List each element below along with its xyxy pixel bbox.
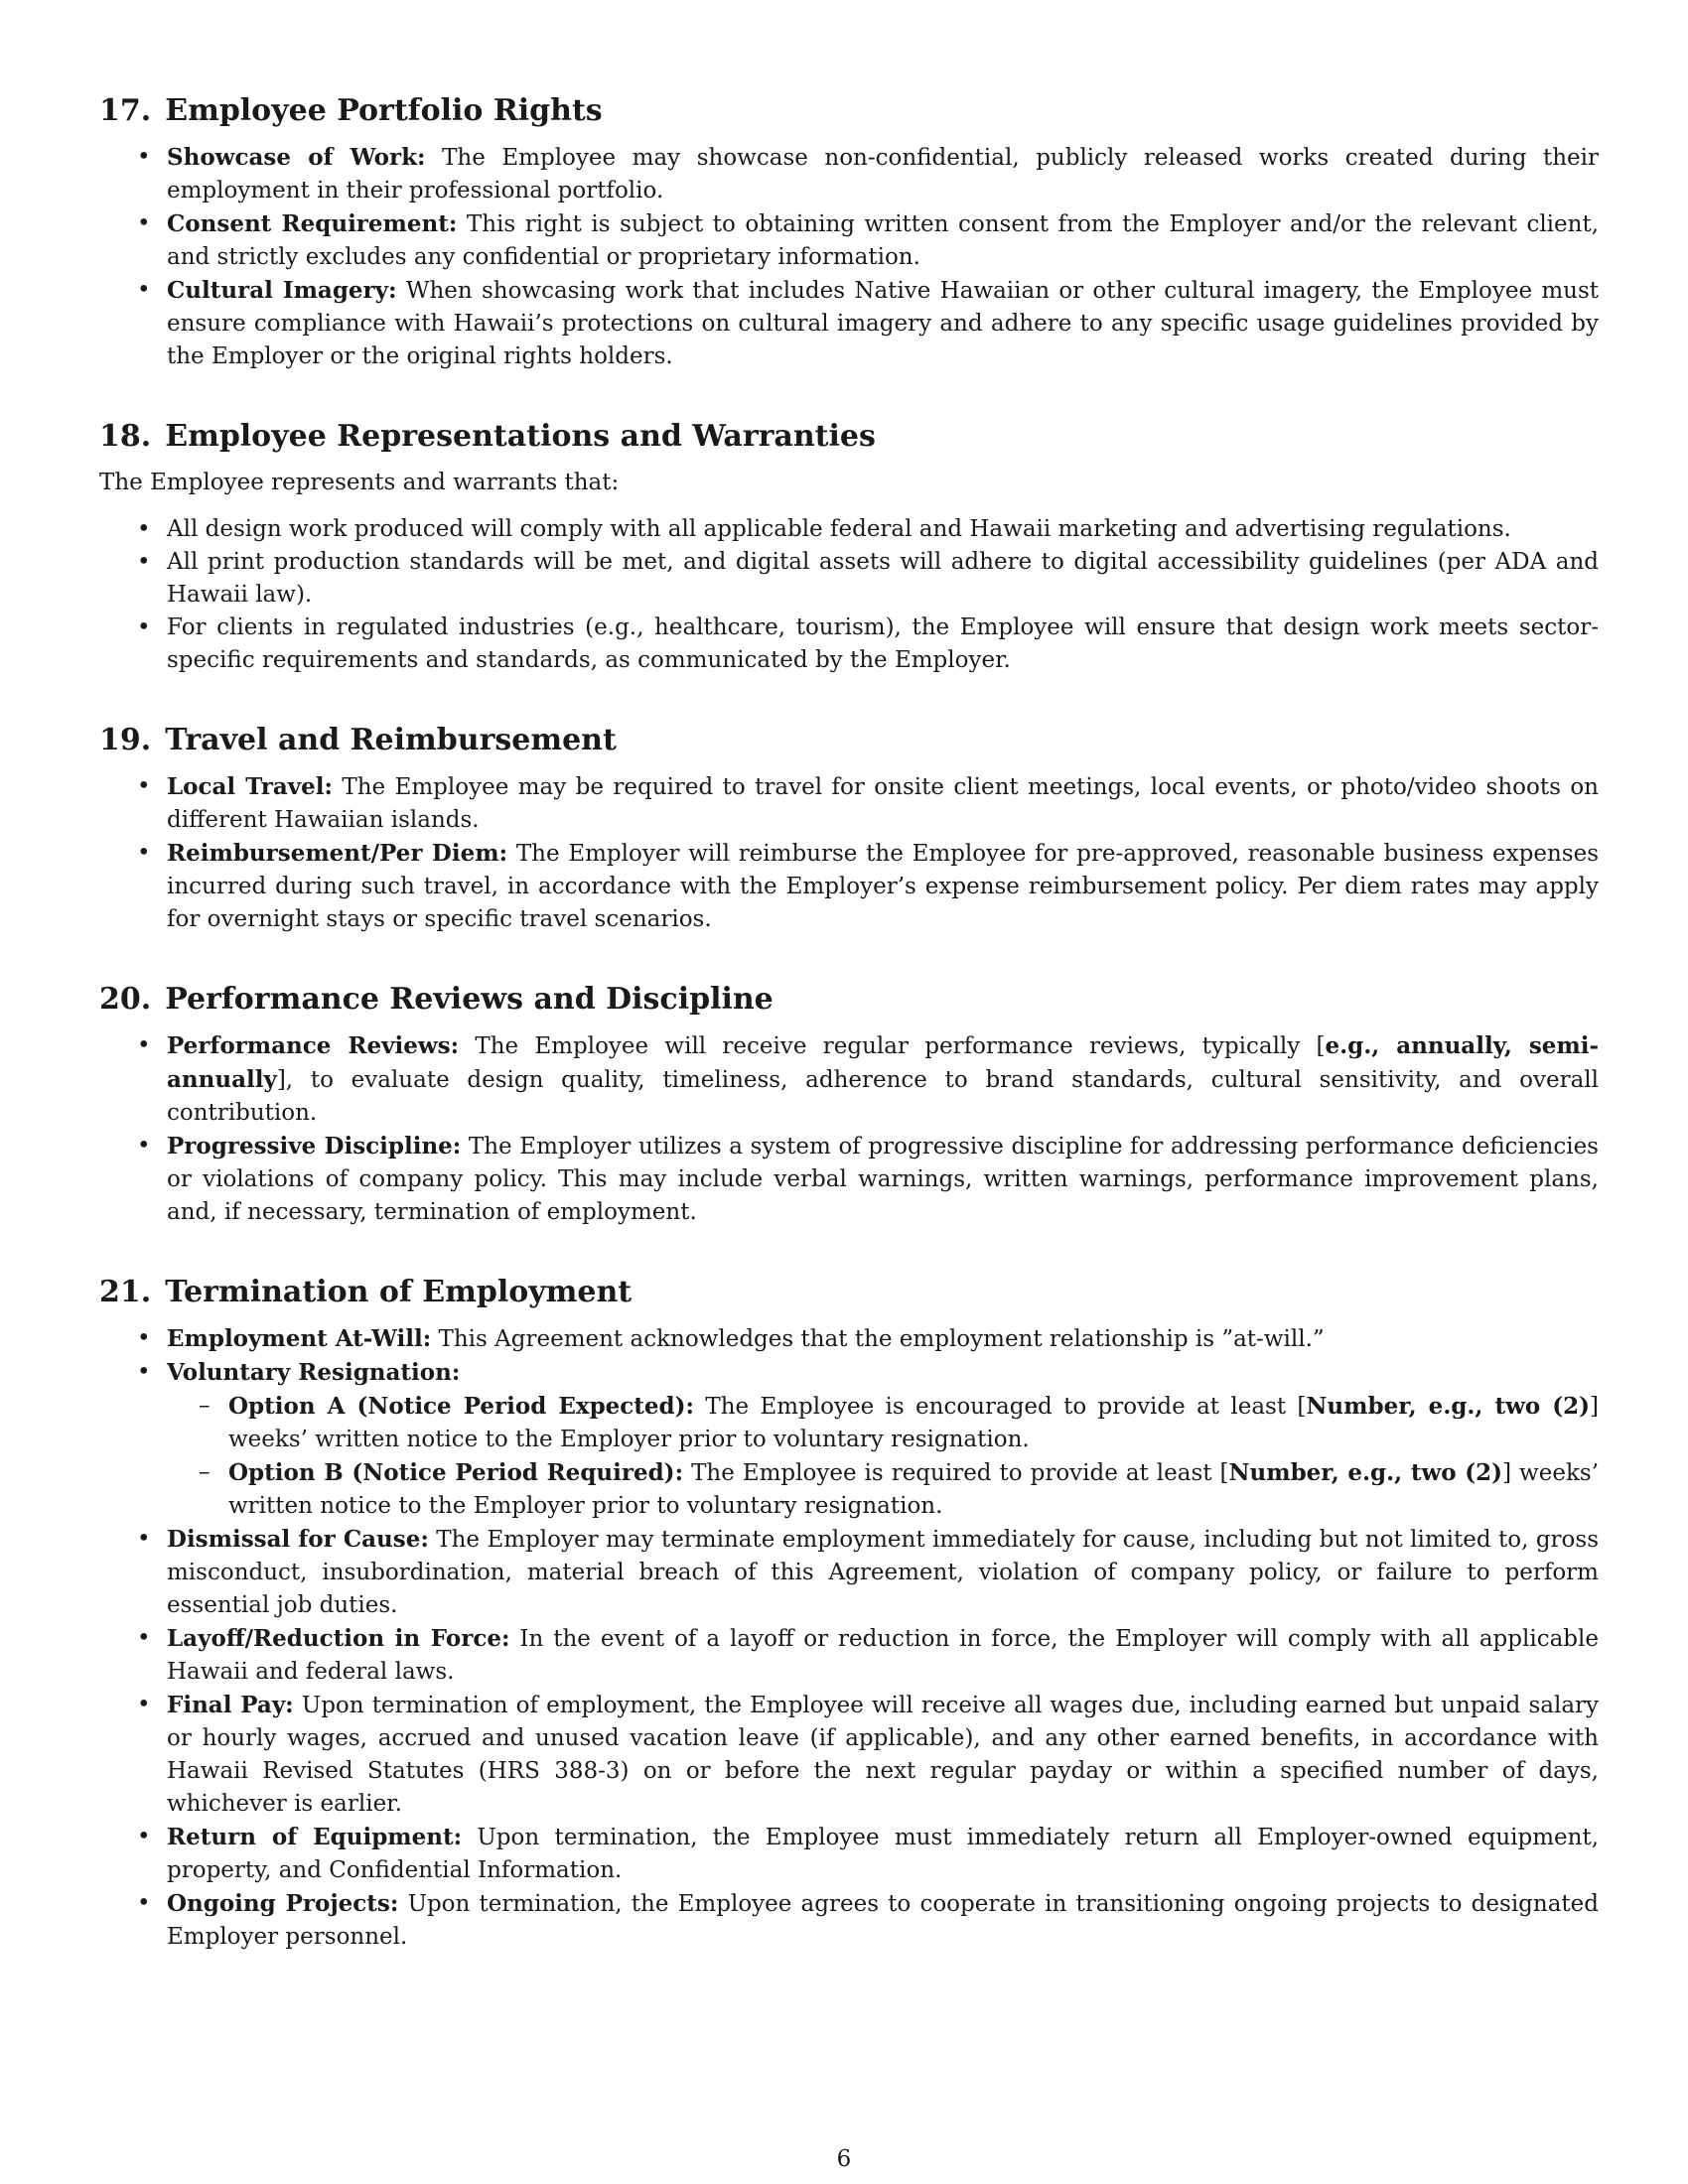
item-text: Upon termination, the Employee must immediately return all Employer-owned equipment, property, and Confidential Information.	[167, 1825, 1600, 1883]
list-item	[99, 1622, 1599, 1689]
section-number: 18.	[99, 419, 152, 454]
list-item	[99, 546, 1599, 612]
bullet-list	[99, 1029, 1599, 1229]
section-heading	[99, 91, 1599, 131]
list-item	[99, 513, 1599, 546]
bullet-list	[99, 141, 1599, 373]
item-text-after: ], to evaluate design quality, timeliness, adherence to brand standards, cultural sensitivity, and overall contribution.	[167, 1067, 1599, 1126]
section-title: Travel and Reimbursement	[165, 723, 617, 757]
item-label: Performance Reviews:	[167, 1032, 460, 1059]
section-number: 21.	[99, 1275, 152, 1309]
sub-list	[167, 1390, 1599, 1523]
item-text: Upon termination, the Employee agrees to cooperate in transitioning ongoing projects to designated Employer personnel.	[167, 1891, 1599, 1950]
item-label: Layoff/Reduction in Force:	[167, 1625, 510, 1652]
item-label: Final Pay:	[167, 1692, 294, 1718]
list-item	[99, 837, 1599, 936]
page-number: 6	[836, 2146, 852, 2172]
bullet-list	[99, 513, 1599, 677]
item-label: Progressive Discipline:	[167, 1133, 462, 1160]
item-text: In the event of a layoff or reduction in force, the Employer will comply with all applicable Hawaii and federal laws.	[167, 1626, 1599, 1685]
item-text: The Employer may terminate employment immediately for cause, including but not limited to, gross misconduct, insubordination, material breach of this Agreement, violation of company policy, or failure to perform essential job duties.	[167, 1527, 1599, 1618]
section-number: 19.	[99, 723, 152, 757]
item-text: Upon termination of employment, the Employee will receive all wages due, including earned but unpaid salary or hourly wages, accrued and unused vacation leave (if applicable), and any other earned benefits, in accordance with Hawaii Revised Statutes (HRS 388-3) on or before the next regular payday or within a specified number of days, whichever is earlier.	[167, 1693, 1600, 1817]
section-intro: The Employee represents and warrants that:	[99, 470, 620, 495]
item-text: This Agreement acknowledges that the employment relationship is ”at-will.”	[438, 1326, 1325, 1352]
item-placeholder: Number, e.g., two (2)	[1228, 1459, 1503, 1486]
section-17	[99, 91, 1599, 373]
item-label: Cultural Imagery:	[167, 277, 397, 304]
sub-list-item	[167, 1390, 1599, 1456]
item-label: Option A (Notice Period Expected):	[228, 1393, 695, 1420]
list-item	[99, 1523, 1599, 1622]
section-title: Employee Portfolio Rights	[165, 93, 603, 128]
section-title: Employee Representations and Warranties	[165, 419, 876, 454]
item-label: Local Travel:	[167, 773, 333, 800]
list-item	[99, 1821, 1599, 1887]
item-text: All print production standards will be met, and digital assets will adhere to digital accessibility guidelines (per ADA and Hawaii law).	[167, 549, 1599, 608]
bullet-list	[99, 770, 1599, 936]
section-18	[99, 417, 1599, 677]
list-item	[99, 1689, 1599, 1821]
item-text: The Employee may showcase non-confidential, publicly released works created during their employment in their professional portfolio.	[167, 145, 1600, 204]
section-heading	[99, 1273, 1599, 1312]
item-text-before: The Employee will receive regular performance reviews, typically [	[475, 1033, 1326, 1059]
item-label: Employment At-Will:	[167, 1325, 432, 1352]
document-page	[99, 91, 1599, 1997]
item-label: Option B (Notice Period Required):	[228, 1459, 684, 1486]
item-text: The Employee may be required to travel for onsite client meetings, local events, or photo/video shoots on different Hawaiian islands.	[167, 774, 1599, 833]
list-item	[99, 612, 1599, 677]
item-label: Voluntary Resignation:	[167, 1359, 461, 1386]
item-text-before: The Employee is encouraged to provide at least [	[705, 1394, 1307, 1420]
item-label: Consent Requirement:	[167, 210, 458, 237]
item-text: The Employer utilizes a system of progressive discipline for addressing performance deficiencies or violations of company policy. This may include verbal warnings, written warnings, performance improvement plans, and, if necessary, termination of employment.	[167, 1134, 1599, 1225]
section-title: Termination of Employment	[165, 1275, 633, 1309]
section-20	[99, 980, 1599, 1229]
item-text: For clients in regulated industries (e.g., healthcare, tourism), the Employee will ensure that design work meets sector-specific requirements and standards, as communicated by the Employer.	[167, 614, 1599, 673]
item-text: The Employer will reimburse the Employee for pre-approved, reasonable business expenses incurred during such travel, in accordance with the Employer’s expense reimbursement policy. Per diem rates may apply for overnight stays or specific travel scenarios.	[167, 841, 1599, 932]
item-text: All design work produced will comply with all applicable federal and Hawaii marketing and advertising regulations.	[167, 516, 1511, 542]
list-item	[99, 274, 1599, 373]
list-item	[99, 1130, 1599, 1229]
bullet-list	[99, 1322, 1599, 1954]
section-number: 17.	[99, 93, 152, 128]
section-heading	[99, 980, 1599, 1020]
item-text-after: ] weeks’ written notice to the Employer prior to voluntary resignation.	[228, 1460, 1600, 1519]
list-item	[99, 141, 1599, 207]
section-19	[99, 721, 1599, 936]
item-text-before: The Employee is required to provide at least [	[691, 1460, 1229, 1486]
list-item	[99, 770, 1599, 837]
section-heading	[99, 417, 1599, 457]
item-label: Ongoing Projects:	[167, 1890, 399, 1917]
list-item	[99, 1356, 1599, 1523]
item-text-after: ] weeks’ written notice to the Employer prior to voluntary resignation.	[228, 1394, 1599, 1452]
item-text: This right is subject to obtaining written consent from the Employer and/or the relevant client, and strictly excludes any confidential or proprietary information.	[167, 211, 1600, 270]
item-label: Return of Equipment:	[167, 1824, 463, 1850]
item-label: Showcase of Work:	[167, 144, 426, 171]
section-title: Performance Reviews and Discipline	[165, 982, 774, 1017]
item-placeholder: Number, e.g., two (2)	[1306, 1393, 1591, 1420]
item-label: Dismissal for Cause:	[167, 1526, 429, 1553]
sub-list-item	[167, 1456, 1599, 1523]
item-label: Reimbursement/Per Diem:	[167, 840, 508, 867]
list-item	[99, 207, 1599, 274]
list-item	[99, 1887, 1599, 1954]
item-placeholder: e.g., annually, semi-annually	[167, 1032, 1600, 1093]
section-number: 20.	[99, 982, 152, 1017]
item-text: When showcasing work that includes Native Hawaiian or other cultural imagery, the Employee must ensure compliance with Hawaii’s protections on cultural imagery and adhere to any specific usage guidelines provided by the Employer or the original rights holders.	[167, 278, 1600, 369]
list-item	[99, 1029, 1599, 1130]
list-item	[99, 1322, 1599, 1356]
section-heading	[99, 721, 1599, 760]
section-21	[99, 1273, 1599, 1954]
